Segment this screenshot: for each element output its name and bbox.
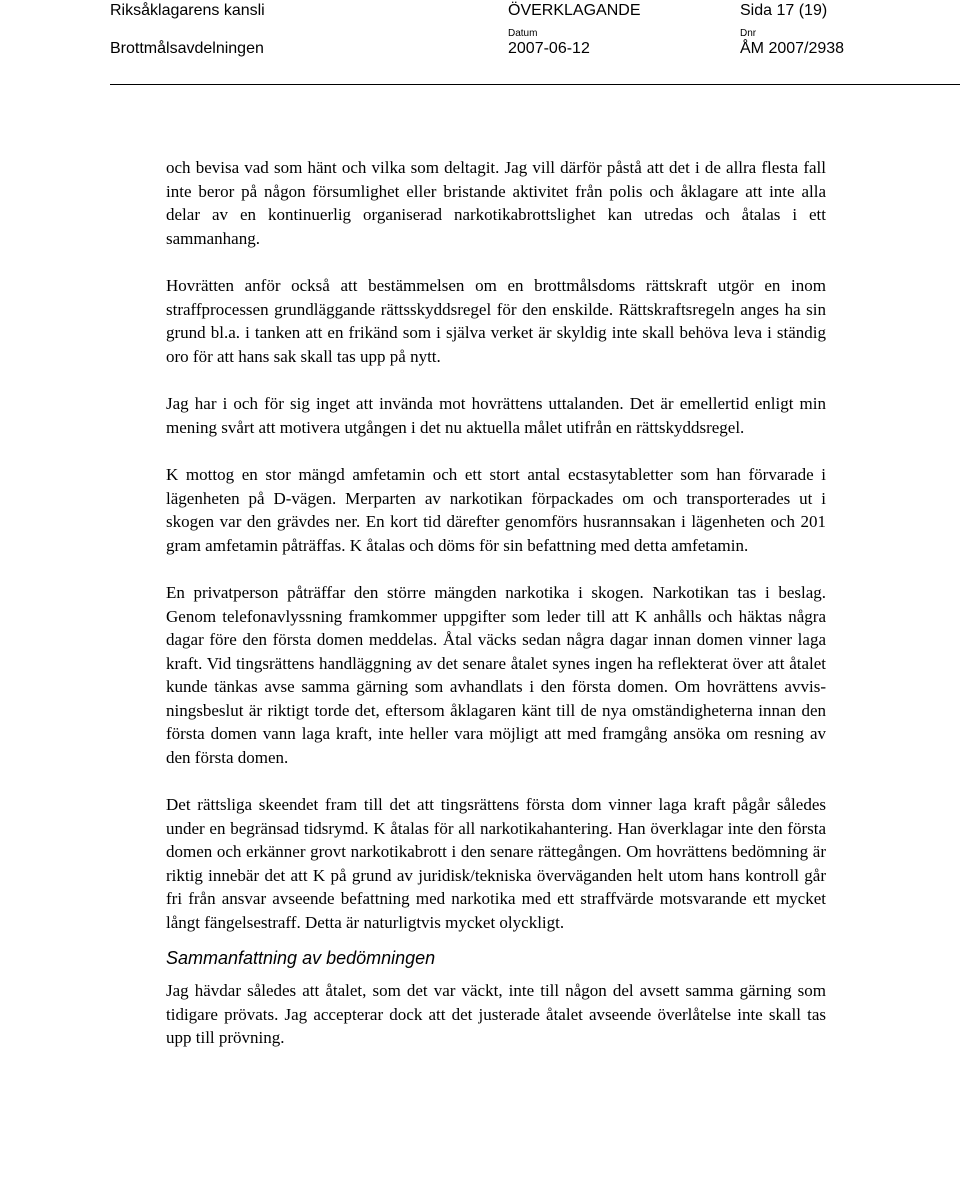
body-paragraph: En privatperson påträffar den större mängden narkotika i skogen. Narkotikan tas i beslag. Genom telefonavlyssning framkommer uppgifter som leder till att K anhålls och häktas några dagar före den första domen meddelas. Åtal väcks sedan några dagar innan domen vinner laga kraft. Vid tingsrättens handläggning av det senare åtalet synes ingen ha reflekterat över att åtalet kunde tänkas avse samma gärning som avhandlats i den första domen. Om hovrättens avvisningsbeslut är riktigt torde det, eftersom åklagaren känt till de nya omständigheterna innan den första domen vann laga kraft, inte heller vara möjligt att med framgång ansöka om resning av den första domen. <box>166 583 826 767</box>
header-divider <box>110 84 960 85</box>
body-paragraph: Hovrätten anför också att bestämmelsen om en brottmålsdoms rättskraft utgör en inom straffprocessen grundläggande rättsskyddsregel för den enskilde. Rättskraftsregeln anges ha sin grund bl.a. i tanken att en frikänd som i själva verket är skyldig inte skall behöva leva i ständig oro för att hans sak skall tas upp på nytt. <box>166 276 826 366</box>
page-number: Sida 17 (19) <box>740 2 828 19</box>
body-paragraph: och bevisa vad som hänt och vilka som deltagit. Jag vill därför påstå att det i de allra flesta fall inte beror på någon försumlighet eller bristande aktivitet från polis och åklagare att inte alla delar av en kontinuerlig organiserad narkotikabrottslighet kan utredas och åtalas i ett sammanhang. <box>166 158 826 248</box>
document-type: ÖVERKLAGANDE <box>508 2 641 19</box>
body-paragraph: Det rättsliga skeendet fram till det att tingsrättens första dom vinner laga kraft pågår således under en begränsad tidsrymd. K åtalas för all narkotikahantering. Han överklagar inte den första domen och erkänner grovt narkotikabrott i den senare rättegången. Om hovrättens bedömning är riktig innebär det att K på grund av juridisk/tekniska överväganden helt utom hans kontroll går fri från ansvar avseende befattning med narkotika med ett straffvärde motsvarande ett mycket långt fängelsestraff. Detta är naturligtvis mycket olyckligt. <box>166 795 826 932</box>
document-date: 2007-06-12 <box>508 40 590 57</box>
organization-name: Riksåklagarens kansli <box>110 2 265 19</box>
document-body <box>166 156 826 1050</box>
page-header <box>0 0 960 80</box>
section-heading: Sammanfattning av bedömningen <box>166 948 436 968</box>
body-paragraph: Jag hävdar således att åtalet, som det var väckt, inte till någon del avsett samma gärning som tidigare prövats. Jag accepterar dock att det justerade åtalet avseende överlåtelse inte skall tas upp till prövning. <box>166 981 826 1047</box>
body-paragraph: Jag har i och för sig inget att invända mot hovrättens uttalanden. Det är emellertid enligt min mening svårt att motivera utgången i det nu aktuella målet utifrån en rättskyddsregel. <box>166 394 826 437</box>
dnr-label: Dnr <box>740 28 757 39</box>
case-number: ÅM 2007/2938 <box>740 40 845 57</box>
department-name: Brottmålsavdelningen <box>110 40 264 57</box>
body-paragraph: K mottog en stor mängd amfetamin och ett stort antal ecstasytabletter som han förvarade i lägenheten på D-vägen. Merparten av narkotikan förpackades om och transporterades ut i skogen var den grävdes ner. En kort tid därefter genomförs husrannsakan i lägenheten och 201 gram amfetamin påträffas. K åtalas och döms för sin befattning med detta amfetamin. <box>166 465 826 555</box>
date-label: Datum <box>508 28 538 39</box>
